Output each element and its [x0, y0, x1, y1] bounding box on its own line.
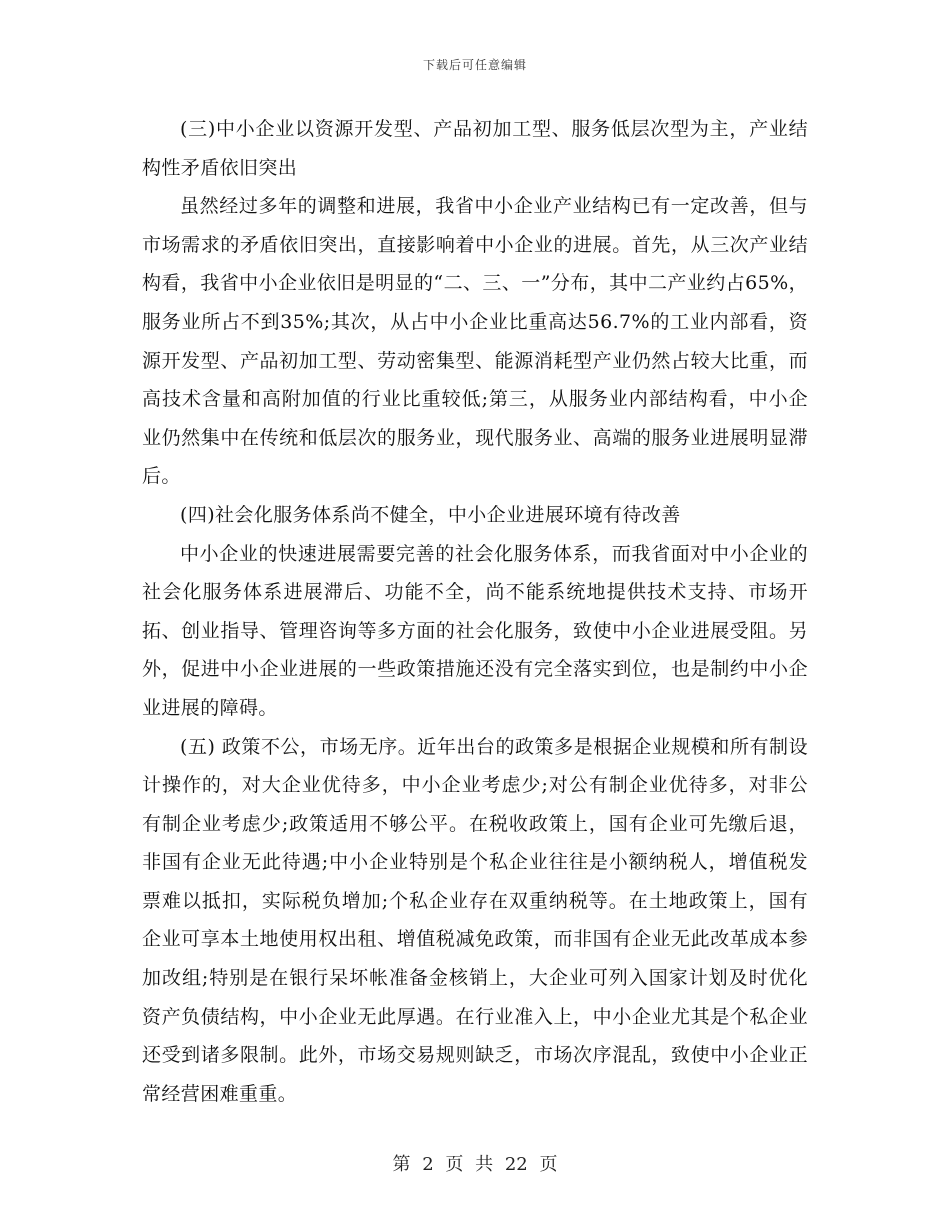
section-heading-three: (三)中小企业以资源开发型、产品初加工型、服务低层次型为主，产业结构性矛盾依旧突出 [142, 118, 808, 179]
page-footer: 第 2 页 共 22 页 [392, 1154, 558, 1175]
section-heading-four: (四)社会化服务体系尚不健全，中小企业进展环境有待改善 [180, 503, 681, 526]
body-paragraph: 虽然经过多年的调整和进展，我省中小企业产业结构已有一定改善，但与市场需求的矛盾依旧突出，直接影响着中小企业的进展。首先，从三次产业结构看，我省中小企业依旧是明显的“二、三、一”分布，其中二产业约占65%，服务业所占不到35%;其次，从占中小企业比重高达56.7%的工业内部看，资源开发型、产品初加工型、劳动密集型、能源消耗型产业仍然占较大比重，而高技术含量和高附加值的行业比重较低;第三，从服务业内部结构看，中小企业仍然集中在传统和低层次的服务业，现代服务业、高端的服务业进展明显滞后。 [142, 195, 808, 488]
page-header: 下载后可任意编辑 [422, 58, 527, 72]
document-body [142, 110, 808, 1113]
body-paragraph: 中小企业的快速进展需要完善的社会化服务体系，而我省面对中小企业的社会化服务体系进展滞后、功能不全，尚不能系统地提供技术支持、市场开拓、创业指导、管理咨询等多方面的社会化服务，致使中小企业进展受阻。另外，促进中小企业进展的一些政策措施还没有完全落实到位，也是制约中小企业进展的障碍。 [142, 542, 808, 719]
body-paragraph-five: (五) 政策不公，市场无序。近年出台的政策多是根据企业规模和所有制设计操作的，对大企业优待多，中小企业考虑少;对公有制企业优待多，对非公有制企业考虑少;政策适用不够公平。在税收政策上，国有企业可先缴后退，非国有企业无此待遇;中小企业特别是个私企业往往是小额纳税人，增值税发票难以抵扣，实际税负增加;个私企业存在双重纳税等。在土地政策上，国有企业可享本土地使用权出租、增值税减免政策，而非国有企业无此改革成本参加改组;特别是在银行呆坏帐准备金核销上，大企业可列入国家计划及时优化资产负债结构，中小企业无此厚遇。在行业准入上，中小企业尤其是个私企业还受到诸多限制。此外，市场交易规则缺乏，市场次序混乱，致使中小企业正常经营困难重重。 [142, 735, 808, 1105]
